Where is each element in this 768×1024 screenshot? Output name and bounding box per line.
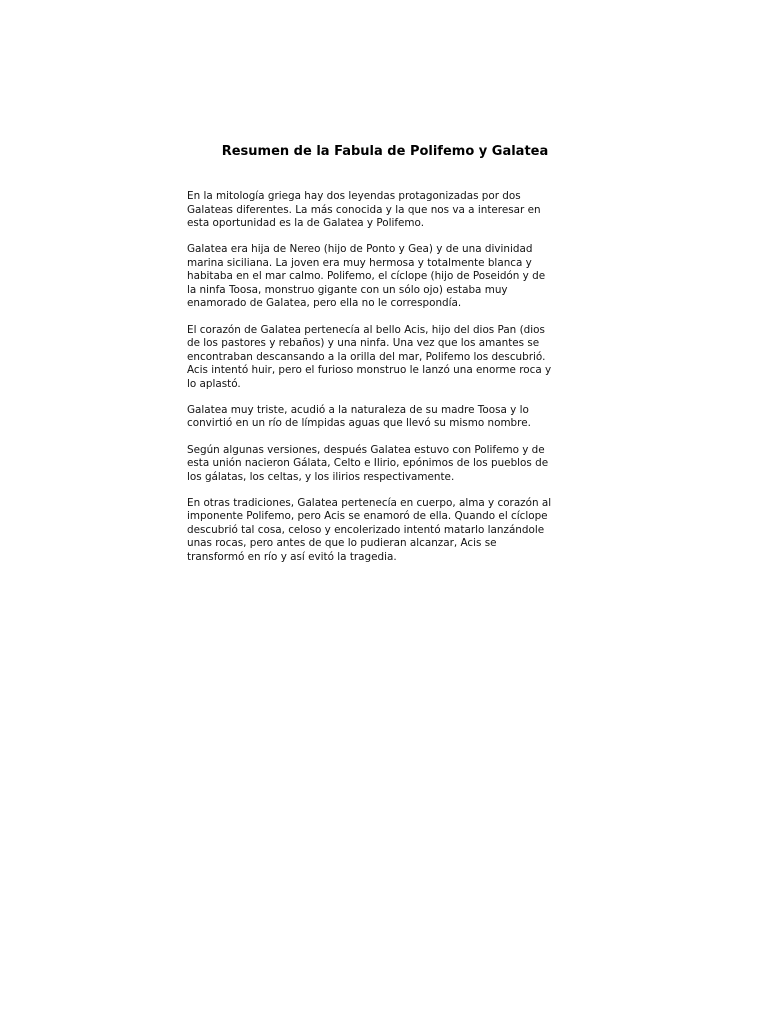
document-body bbox=[187, 190, 585, 577]
text-line: descubrió tal cosa, celoso y encolerizado intentó matarlo lanzándole bbox=[187, 523, 545, 536]
text-line: Galatea muy triste, acudió a la naturaleza de su madre Toosa y lo bbox=[187, 403, 529, 416]
text-line: transformó en río y así evitó la tragedia. bbox=[187, 550, 397, 563]
text-line: habitaba en el mar calmo. Polifemo, el cíclope (hijo de Poseidón y de bbox=[187, 270, 546, 283]
text-line: Acis intentó huir, pero el furioso monstruo le lanzó una enorme roca y bbox=[187, 364, 552, 377]
text-line: unas rocas, pero antes de que lo pudieran alcanzar, Acis se bbox=[187, 537, 497, 550]
paragraph-versions bbox=[187, 444, 585, 485]
text-line: convirtió en un río de límpidas aguas que llevó su mismo nombre. bbox=[187, 417, 531, 430]
paragraph-acis bbox=[187, 324, 585, 392]
text-line: enamorado de Galatea, pero ella no le correspondía. bbox=[187, 297, 462, 310]
text-line: lo aplastó. bbox=[187, 377, 241, 390]
text-line: El corazón de Galatea pertenecía al bello Acis, hijo del dios Pan (dios bbox=[187, 323, 545, 336]
text-line: los gálatas, los celtas, y los ilirios respectivamente. bbox=[187, 470, 455, 483]
text-line: imponente Polifemo, pero Acis se enamoró de ella. Quando el cíclope bbox=[187, 510, 548, 523]
paragraph-other-traditions bbox=[187, 497, 585, 565]
text-line: En otras tradiciones, Galatea pertenecía en cuerpo, alma y corazón al bbox=[187, 496, 552, 509]
text-line: Galateas diferentes. La más conocida y la que nos va a interesar en bbox=[187, 203, 541, 216]
text-line: Galatea era hija de Nereo (hijo de Ponto y Gea) y de una divinidad bbox=[187, 243, 533, 256]
text-line: esta oportunidad es la de Galatea y Polifemo. bbox=[187, 217, 425, 229]
paragraph-galatea-origin bbox=[187, 243, 585, 311]
document-title: Resumen de la Fabula de Polifemo y Galatea bbox=[221, 144, 549, 159]
text-line: marina siciliana. La joven era muy hermosa y totalmente blanca y bbox=[187, 256, 532, 269]
text-line: En la mitología griega hay dos leyendas protagonizadas por dos bbox=[187, 190, 521, 202]
text-line: la ninfa Toosa, monstruo gigante con un sólo ojo) estaba muy bbox=[187, 283, 508, 296]
text-line: de los pastores y rebaños) y una ninfa. Una vez que los amantes se bbox=[187, 337, 540, 350]
text-line: encontraban descansando a la orilla del mar, Polifemo los descubrió. bbox=[187, 350, 546, 363]
paragraph-intro bbox=[187, 190, 585, 231]
paragraph-river bbox=[187, 404, 585, 431]
text-line: Según algunas versiones, después Galatea estuvo con Polifemo y de bbox=[187, 443, 545, 456]
text-line: esta unión nacieron Gálata, Celto e Ilirio, epónimos de los pueblos de bbox=[187, 457, 549, 470]
